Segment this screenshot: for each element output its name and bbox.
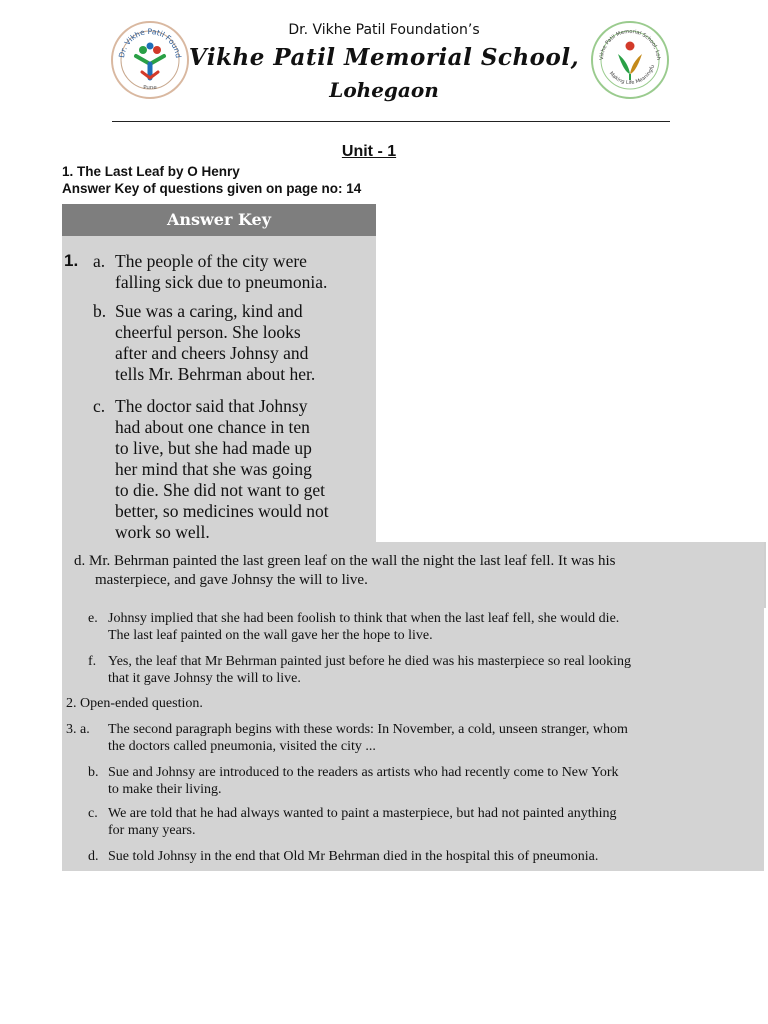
answer-line: The last leaf painted on the wall gave her the hope to live. — [108, 628, 433, 643]
answer-label: f. — [88, 654, 97, 669]
answer-line: after and cheers Johnsy and — [115, 343, 309, 363]
answer-line: Mr. Behrman painted the last green leaf on the wall the night the last leaf fell. It was his — [89, 553, 616, 569]
answer-label: 2. — [66, 696, 77, 711]
logo-arc-text: Dr. Vikhe Patil Found — [117, 26, 183, 59]
answer-1c — [115, 396, 329, 543]
school-name: Vikhe Patil Memorial School, — [188, 44, 580, 71]
answer-line: the doctors called pneumonia, visited the city ... — [108, 739, 376, 754]
foundation-name: Dr. Vikhe Patil Foundation’s — [288, 22, 480, 38]
answer-line: to die. She did not want to get — [115, 480, 325, 500]
answer-1b — [115, 301, 315, 385]
answer-line: tells Mr. Behrman about her. — [115, 364, 316, 384]
answer-key-title: Answer Key — [62, 204, 376, 236]
answer-line: Johnsy implied that she had been foolish to think that when the last leaf fell, she would die. — [108, 611, 620, 626]
answer-line: better, so medicines would not — [115, 501, 329, 521]
answer-line: that it gave Johnsy the will to live. — [108, 671, 301, 686]
answer-line: The people of the city were — [115, 251, 307, 271]
answer-line: Yes, the leaf that Mr Behrman painted just before he died was his masterpiece so real looking — [108, 654, 632, 669]
answer-2 — [66, 695, 203, 712]
answer-1d — [74, 552, 616, 590]
answer-1e — [108, 610, 619, 644]
answer-line: masterpiece, and gave Johnsy the will to live. — [95, 572, 368, 588]
logo-arc-text: Vikhe Patil Memorial School, Loh — [598, 28, 662, 61]
answer-line: We are told that he had always wanted to paint a masterpiece, but had not painted anything — [108, 806, 617, 821]
answer-label: d. — [88, 849, 99, 864]
answer-line: Sue was a caring, kind and — [115, 301, 303, 321]
answer-label: e. — [88, 611, 98, 626]
answer-3a — [108, 721, 628, 755]
answer-line: work so well. — [115, 522, 210, 542]
answer-line: to live, but she had made up — [115, 438, 312, 458]
school-logo — [590, 20, 670, 100]
answer-1f — [108, 653, 631, 687]
answer-label: a. — [93, 251, 106, 271]
logo-motto: Making Life Meaningfu — [607, 64, 657, 87]
answer-line: her mind that she was going — [115, 459, 312, 479]
answer-line: falling sick due to pneumonia. — [115, 272, 328, 292]
answer-line: The doctor said that Johnsy — [115, 396, 308, 416]
answer-line: Open-ended question. — [80, 696, 203, 711]
logo-bottom-text: Pune — [143, 85, 157, 91]
school-location: Lohegaon — [329, 78, 439, 102]
answer-label: c. — [88, 806, 98, 821]
unit-title: Unit - 1 — [341, 143, 397, 160]
answer-line: Sue and Johnsy are introduced to the readers as artists who had recently come to New York — [108, 765, 619, 780]
answer-label: b. — [88, 765, 99, 780]
answer-1a — [115, 251, 327, 293]
answer-label: 3. a. — [66, 722, 90, 737]
answer-label: d. — [74, 553, 86, 569]
answer-label: c. — [93, 396, 106, 416]
answer-key-reference: Answer Key of questions given on page no: 14 — [62, 181, 362, 196]
answer-3c — [108, 805, 617, 839]
lesson-title: 1. The Last Leaf by O Henry — [62, 164, 240, 179]
answer-3d — [108, 848, 598, 865]
header-divider — [112, 121, 670, 122]
answer-line: The second paragraph begins with these words: In November, a cold, unseen stranger, whom — [108, 722, 628, 737]
answer-label: b. — [93, 301, 107, 321]
answer-line: for many years. — [108, 823, 196, 838]
answer-3b — [108, 764, 618, 798]
answer-line: Sue told Johnsy in the end that Old Mr Behrman died in the hospital this of pneumonia. — [108, 849, 599, 864]
answer-line: cheerful person. She looks — [115, 322, 301, 342]
answer-line: to make their living. — [108, 782, 222, 797]
answer-line: had about one chance in ten — [115, 417, 310, 437]
question-number: 1. — [64, 251, 79, 270]
